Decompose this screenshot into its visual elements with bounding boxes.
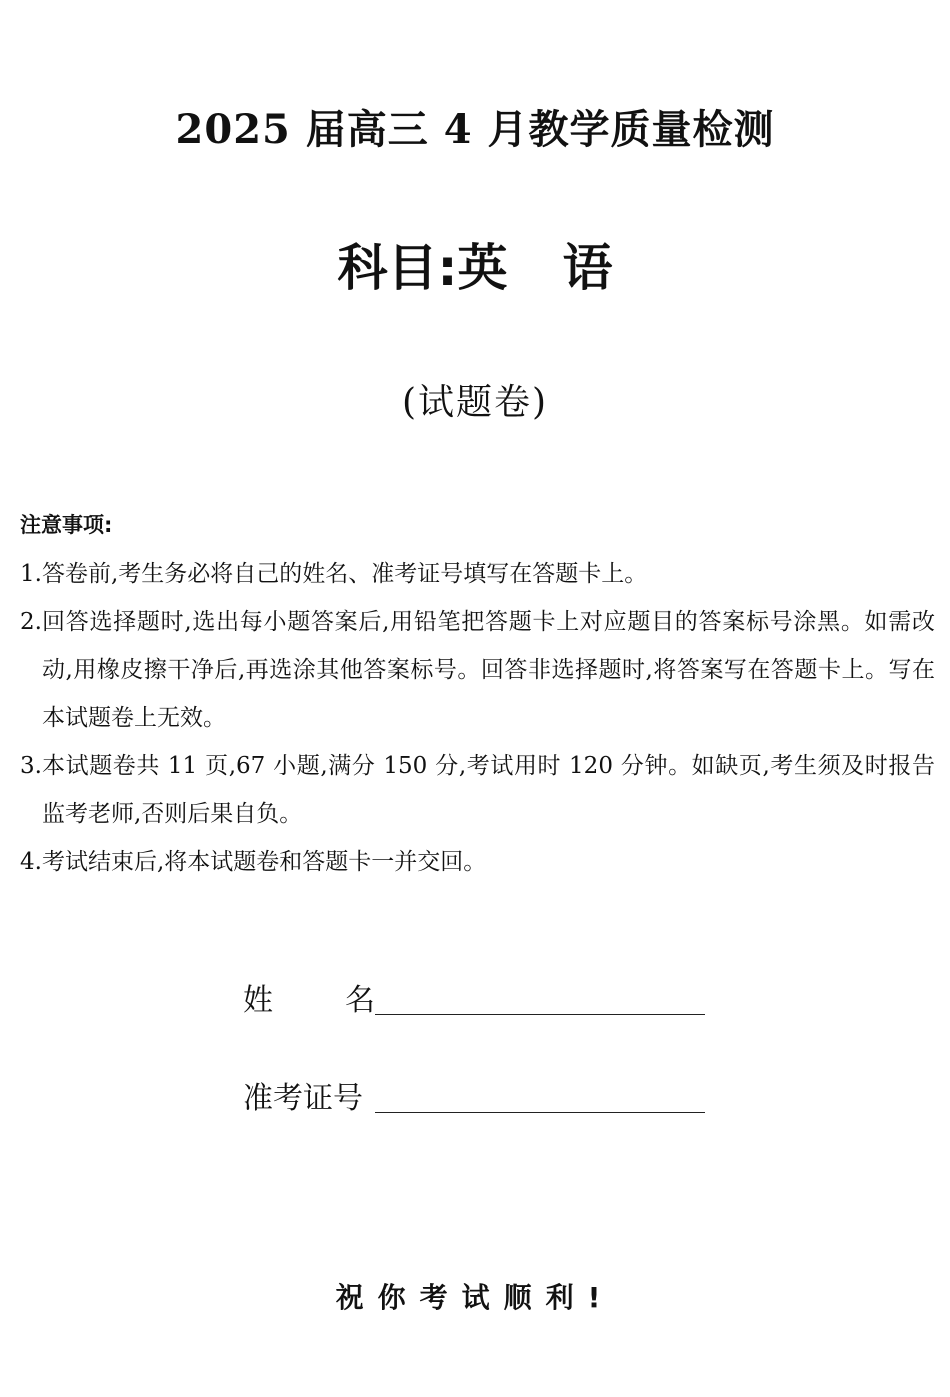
paper-type-label: (试题卷) (401, 382, 549, 423)
name-field (243, 975, 705, 1019)
name-fill-line[interactable] (375, 1014, 705, 1015)
name-label-char: 名 (345, 983, 375, 1018)
good-luck-message: 祝你考试顺利! (335, 1281, 615, 1314)
notice-item-text: 本试题卷共 11 页,67 小题,满分 150 分,考试用时 120 分钟。如缺页,考生须及时报告监考老师,否则后果自负。 (42, 753, 935, 827)
exam-id-field (243, 1073, 705, 1117)
notice-heading: 注意事项: (20, 513, 113, 537)
notice-item-text: 考试结束后,将本试题卷和答题卡一并交回。 (42, 849, 487, 875)
exam-id-fill-line[interactable] (375, 1112, 705, 1113)
name-label-char: 姓 (243, 983, 273, 1018)
notice-list (20, 550, 935, 886)
notice-item-number: 3. (20, 753, 42, 779)
subject-line (0, 228, 950, 300)
subject-prefix: 科目:英 (337, 239, 508, 297)
notice-item (20, 550, 935, 598)
name-label (243, 975, 375, 1019)
notice-item-text: 回答选择题时,选出每小题答案后,用铅笔把答题卡上对应题目的答案标号涂黑。如需改动,用橡皮擦干净后,再选涂其他答案标号。回答非选择题时,将答案写在答题卡上。写在本试题卷上无效。 (42, 609, 935, 731)
notice-item-number: 4. (20, 849, 42, 875)
notice-item (20, 598, 935, 742)
subject-suffix: 语 (562, 239, 613, 297)
notice-item-text: 答卷前,考生务必将自己的姓名、准考证号填写在答题卡上。 (42, 561, 648, 587)
notice-item (20, 838, 935, 886)
exam-id-label: 准考证号 (243, 1081, 363, 1116)
notice-item-number: 2. (20, 609, 42, 635)
notice-item (20, 742, 935, 838)
exam-title: 2025 届高三 4 月教学质量检测 (175, 106, 775, 153)
notice-item-number: 1. (20, 561, 42, 587)
